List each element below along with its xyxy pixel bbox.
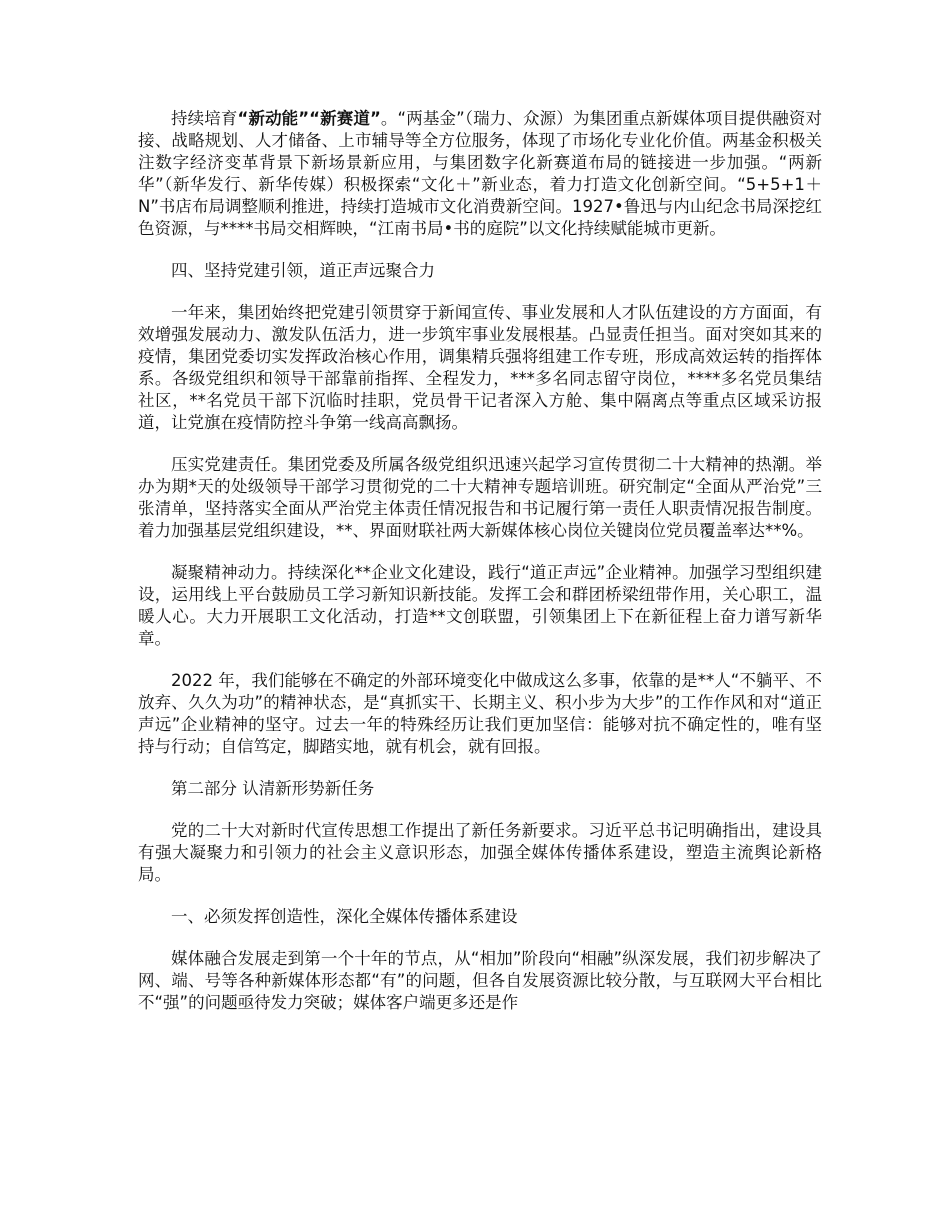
paragraph-party-leadership: 一年来，集团始终把党建引领贯穿于新闻宣传、事业发展和人才队伍建设的方方面面，有效增强发展动力、激发队伍活力，进一步筑牢事业发展根基。凸显责任担当。面对突如其来的疫情，集团党委切实发挥政治核心作用，调集精兵强将组建工作专班，形成高效运转的指挥体系。各级党组织和领导干部靠前指挥、全程发力，***多名同志留守岗位，****多名党员集结社区，**名党员干部下沉临时挂职，党员骨干记者深入方舱、集中隔离点等重点区域采访报道，让党旗在疫情防控斗争第一线高高飘扬。 (138, 303, 822, 432)
paragraph-lead: 持续培育 (171, 109, 238, 128)
paragraph-twentieth-congress: 党的二十大对新时代宣传思想工作提出了新任务新要求。习近平总书记明确指出，建设具有强大凝聚力和引领力的社会主义意识形态，加强全媒体传播体系建设，塑造主流舆论新格局。 (138, 821, 822, 884)
document-page (138, 108, 822, 1034)
paragraph-spiritual-motivation: 凝聚精神动力。持续深化**企业文化建设，践行“道正声远”企业精神。加强学习型组织建设，运用线上平台鼓励员工学习新知识新技能。发挥工会和群团桥梁纽带作用，关心职工，温暖人心。大力开展职工文化活动，打造**文创联盟，引领集团上下在新征程上奋力谱写新华章。 (138, 563, 822, 648)
section-heading-media-system: 一、必须发挥创造性，深化全媒体传播体系建设 (171, 907, 518, 926)
paragraph-party-responsibility: 压实党建责任。集团党委及所属各级党组织迅速兴起学习宣传贯彻二十大精神的热潮。举办为期*天的处级领导干部学习贯彻党的二十大精神专题培训班。研究制定“全面从严治党”三张清单，坚持落实全面从严治党主体责任情况报告和书记履行第一责任人职责情况报告制度。着力加强基层党组织建设，**、界面财联社两大新媒体核心岗位关键岗位党员覆盖率达**%。 (138, 455, 822, 540)
paragraph-new-momentum (138, 108, 822, 240)
section-heading-party-building: 四、坚持党建引领，道正声远聚合力 (171, 261, 435, 280)
paragraph-media-integration: 媒体融合发展走到第一个十年的节点，从“相加”阶段向“相融”纵深发展，我们初步解决了网、端、号等各种新媒体形态都“有”的问题，但各自发展资源比较分散，与互联网大平台相比不“强”的问题亟待发力突破；媒体客户端更多还是作 (138, 949, 822, 1012)
part-heading-new-situation: 第二部分 认清新形势新任务 (171, 779, 375, 798)
bold-phrase: “新动能”“新赛道” (237, 109, 381, 128)
paragraph-body: 。“两基金”（瑞力、众源）为集团重点新媒体项目提供融资对接、战略规划、人才储备、上市辅导等全方位服务，体现了市场化专业化价值。两基金积极关注数字经济变革背景下新场景新应用，与集团数字化新赛道布局的链接进一步加强。“两新华”（新华发行、新华传媒）积极探索“文化＋”新业态，着力打造文化创新空间。“5+5+1＋N”书店布局调整顺利推进，持续打造城市文化消费新空间。1927•鲁迅与内山纪念书局深挖红色资源，与****书局交相辉映，“江南书局•书的庭院”以文化持续赋能城市更新。 (138, 109, 822, 238)
paragraph-2022-summary: 2022 年，我们能够在不确定的外部环境变化中做成这么多事，依靠的是**人“不躺平、不放弃、久久为功”的精神状态，是“真抓实干、长期主义、积小步为大步”的工作作风和对“道正声远”企业精神的坚守。过去一年的特殊经历让我们更加坚信：能够对抗不确定性的，唯有坚持与行动；自信笃定，脚踏实地，就有机会，就有回报。 (138, 671, 822, 756)
